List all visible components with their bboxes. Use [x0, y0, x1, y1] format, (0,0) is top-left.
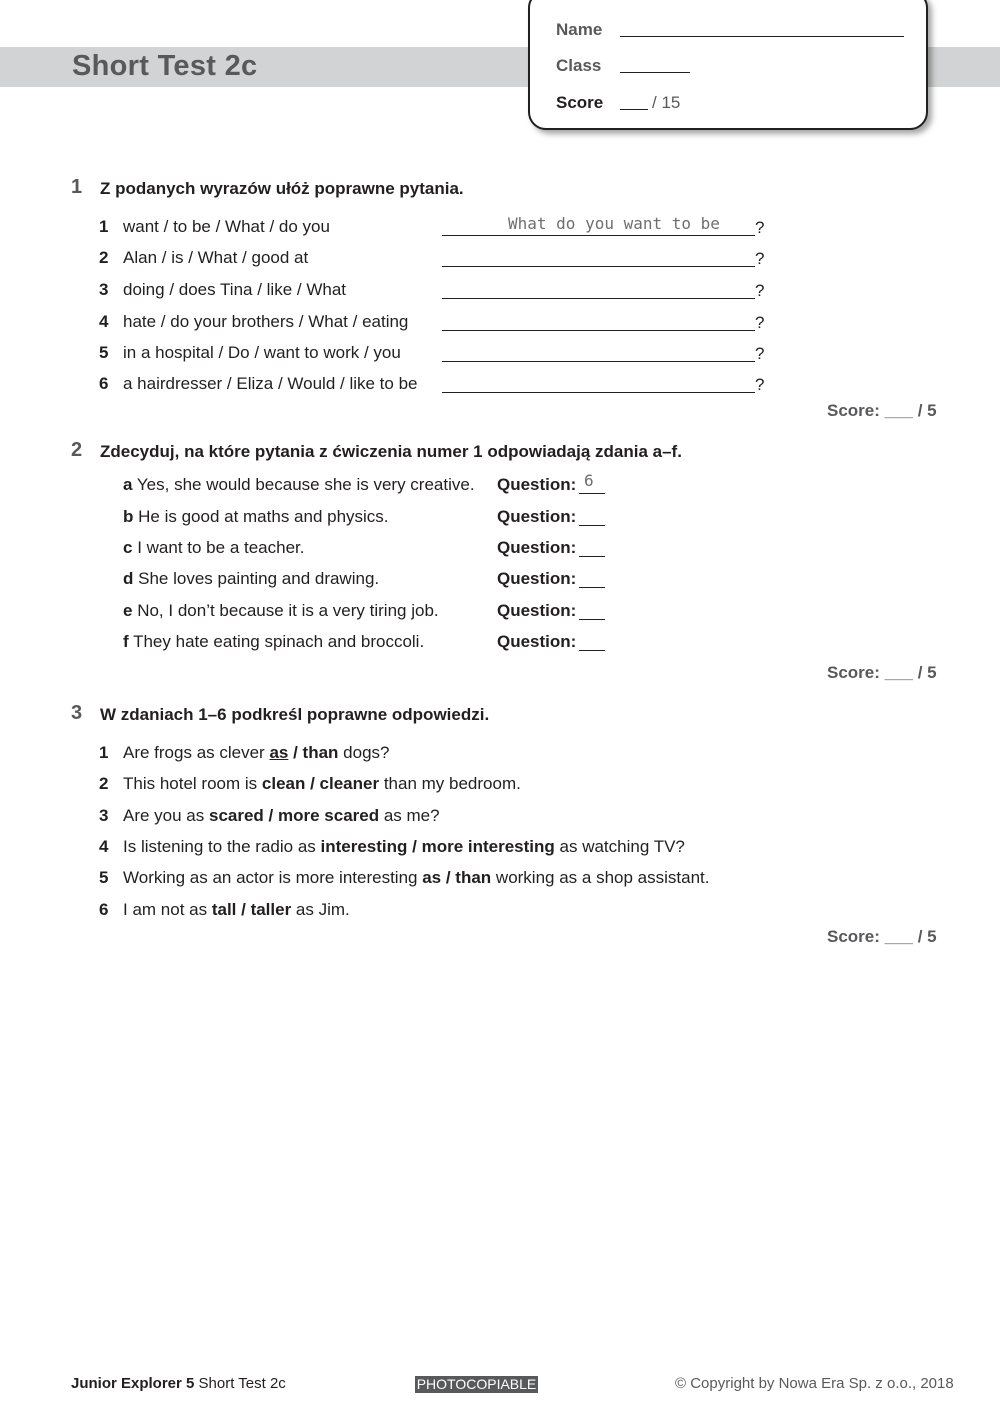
- item-letter: e: [123, 601, 133, 620]
- question-mark: ?: [755, 344, 765, 363]
- option-separator: /: [236, 900, 251, 919]
- section-3-item: [99, 806, 440, 826]
- name-field[interactable]: [620, 36, 904, 37]
- answer-line[interactable]: [442, 392, 755, 393]
- section-3-item: [99, 837, 685, 857]
- footer-test: Short Test 2c: [194, 1375, 286, 1392]
- class-field[interactable]: [620, 72, 690, 73]
- item-sentence: No, I don’t because it is a very tiring job.: [137, 601, 439, 620]
- item-number: 5: [99, 343, 109, 362]
- section-3-number: 3: [71, 702, 83, 724]
- section-2-item: [123, 632, 424, 652]
- class-label: Class: [556, 56, 602, 75]
- section-2-item: [123, 538, 304, 558]
- section-1-item: [99, 312, 408, 332]
- item-number: 4: [99, 312, 109, 331]
- section-3-item: [99, 868, 709, 888]
- item-sentence: I want to be a teacher.: [137, 538, 305, 557]
- answer-line[interactable]: [579, 493, 605, 494]
- question-mark: ?: [755, 218, 765, 237]
- item-sentence: Yes, she would because she is very creative.: [136, 475, 475, 494]
- item-words: doing / does Tina / like / What: [123, 280, 347, 299]
- option-separator: /: [441, 868, 456, 887]
- option-1[interactable]: interesting: [320, 837, 408, 856]
- item-number: 3: [99, 806, 109, 825]
- section-2-item: [123, 475, 475, 495]
- option-2[interactable]: than: [302, 743, 339, 762]
- section-3-score: Score: ___ / 5: [827, 927, 937, 946]
- option-2[interactable]: than: [455, 868, 492, 887]
- item-letter: f: [123, 632, 129, 651]
- question-label: Question:: [497, 601, 577, 620]
- option-separator: /: [305, 774, 320, 793]
- item-number: 6: [99, 374, 109, 393]
- option-1[interactable]: as: [422, 868, 442, 887]
- answer-line[interactable]: [579, 556, 605, 557]
- item-number: 1: [99, 743, 109, 762]
- sentence-start: Is listening to the radio as: [123, 837, 321, 856]
- item-words: Alan / is / What / good at: [123, 248, 309, 267]
- option-1[interactable]: tall: [211, 900, 237, 919]
- sentence-start: I am not as: [123, 900, 212, 919]
- option-2[interactable]: more interesting: [421, 837, 555, 856]
- section-3-instruction: W zdaniach 1–6 podkreśl poprawne odpowiedzi.: [100, 705, 490, 724]
- answer-line[interactable]: [579, 525, 605, 526]
- sentence-end: working as a shop assistant.: [491, 868, 710, 887]
- section-2-item: [123, 601, 439, 621]
- option-1[interactable]: clean: [261, 774, 306, 793]
- section-1-number: 1: [71, 176, 83, 198]
- question-mark: ?: [755, 281, 765, 300]
- answer-line[interactable]: [442, 235, 755, 236]
- item-sentence: He is good at maths and physics.: [138, 507, 389, 526]
- footer-book: Junior Explorer 5: [71, 1375, 195, 1392]
- section-1-item: [99, 280, 346, 300]
- item-number: 2: [99, 774, 109, 793]
- section-1-item: [99, 248, 308, 268]
- option-2[interactable]: more scared: [278, 806, 380, 825]
- section-2-number: 2: [71, 439, 83, 461]
- question-mark: ?: [755, 313, 765, 332]
- question-label: Question:: [497, 569, 577, 588]
- item-letter: c: [123, 538, 133, 557]
- item-number: 3: [99, 280, 109, 299]
- answer-line[interactable]: [442, 266, 755, 267]
- student-info-box: [528, 0, 928, 130]
- section-1-item: [99, 343, 401, 363]
- answer-line[interactable]: [442, 298, 755, 299]
- item-words: hate / do your brothers / What / eating: [123, 312, 409, 331]
- answer-text: What do you want to be: [508, 214, 720, 233]
- section-2-item: [123, 507, 389, 527]
- answer-line[interactable]: [442, 361, 755, 362]
- sentence-end: than my bedroom.: [379, 774, 521, 793]
- sentence-start: Are frogs as clever: [123, 743, 270, 762]
- section-3-item: [99, 743, 389, 763]
- sentence-end: as me?: [379, 806, 440, 825]
- sentence-start: Are you as: [123, 806, 209, 825]
- item-number: 1: [99, 217, 109, 236]
- option-separator: /: [407, 837, 422, 856]
- section-3-item: [99, 900, 350, 920]
- section-1-item: [99, 217, 330, 237]
- section-2-item: [123, 569, 379, 589]
- question-label: Question:: [497, 475, 577, 494]
- answer-line[interactable]: [579, 587, 605, 588]
- page-title: Short Test 2c: [72, 50, 258, 82]
- item-number: 2: [99, 248, 109, 267]
- item-sentence: She loves painting and drawing.: [138, 569, 380, 588]
- sentence-end: as watching TV?: [554, 837, 685, 856]
- item-words: want / to be / What / do you: [123, 217, 330, 236]
- name-label: Name: [556, 20, 603, 39]
- footer-copyright: © Copyright by Nowa Era Sp. z o.o., 2018: [675, 1375, 954, 1392]
- option-separator: /: [288, 743, 303, 762]
- sentence-start: Working as an actor is more interesting: [123, 868, 423, 887]
- answer-line[interactable]: [579, 619, 605, 620]
- question-mark: ?: [755, 375, 765, 394]
- question-label: Question:: [497, 632, 577, 651]
- item-letter: d: [123, 569, 134, 588]
- section-2-score: Score: ___ / 5: [827, 663, 937, 682]
- answer-line[interactable]: [579, 650, 605, 651]
- answer-text: 6: [584, 471, 594, 490]
- option-2[interactable]: cleaner: [319, 774, 380, 793]
- score-label: Score: [556, 93, 604, 112]
- question-label: Question:: [497, 507, 577, 526]
- option-1[interactable]: scared: [209, 806, 264, 825]
- item-letter: b: [123, 507, 134, 526]
- section-1-score: Score: ___ / 5: [827, 401, 937, 420]
- question-label: Question:: [497, 538, 577, 557]
- sentence-start: This hotel room is: [123, 774, 262, 793]
- score-total: / 15: [652, 93, 681, 112]
- item-letter: a: [123, 475, 133, 494]
- answer-line[interactable]: [442, 330, 755, 331]
- option-1[interactable]: as: [269, 743, 289, 762]
- score-field[interactable]: [620, 109, 648, 110]
- item-number: 6: [99, 900, 109, 919]
- item-words: a hairdresser / Eliza / Would / like to be: [123, 374, 418, 393]
- option-2[interactable]: taller: [250, 900, 292, 919]
- section-3-item: [99, 774, 521, 794]
- question-mark: ?: [755, 249, 765, 268]
- section-1-item: [99, 374, 418, 394]
- option-separator: /: [263, 806, 278, 825]
- section-1-instruction: Z podanych wyrazów ułóż poprawne pytania.: [100, 179, 464, 198]
- sentence-end: dogs?: [338, 743, 390, 762]
- item-words: in a hospital / Do / want to work / you: [123, 343, 401, 362]
- sentence-end: as Jim.: [291, 900, 350, 919]
- section-2-instruction: Zdecyduj, na które pytania z ćwiczenia numer 1 odpowiadają zdania a–f.: [100, 442, 682, 461]
- item-sentence: They hate eating spinach and broccoli.: [133, 632, 425, 651]
- item-number: 5: [99, 868, 109, 887]
- item-number: 4: [99, 837, 109, 856]
- footer-title: [71, 1375, 286, 1392]
- photocopiable-badge: PHOTOCOPIABLE: [416, 1376, 537, 1392]
